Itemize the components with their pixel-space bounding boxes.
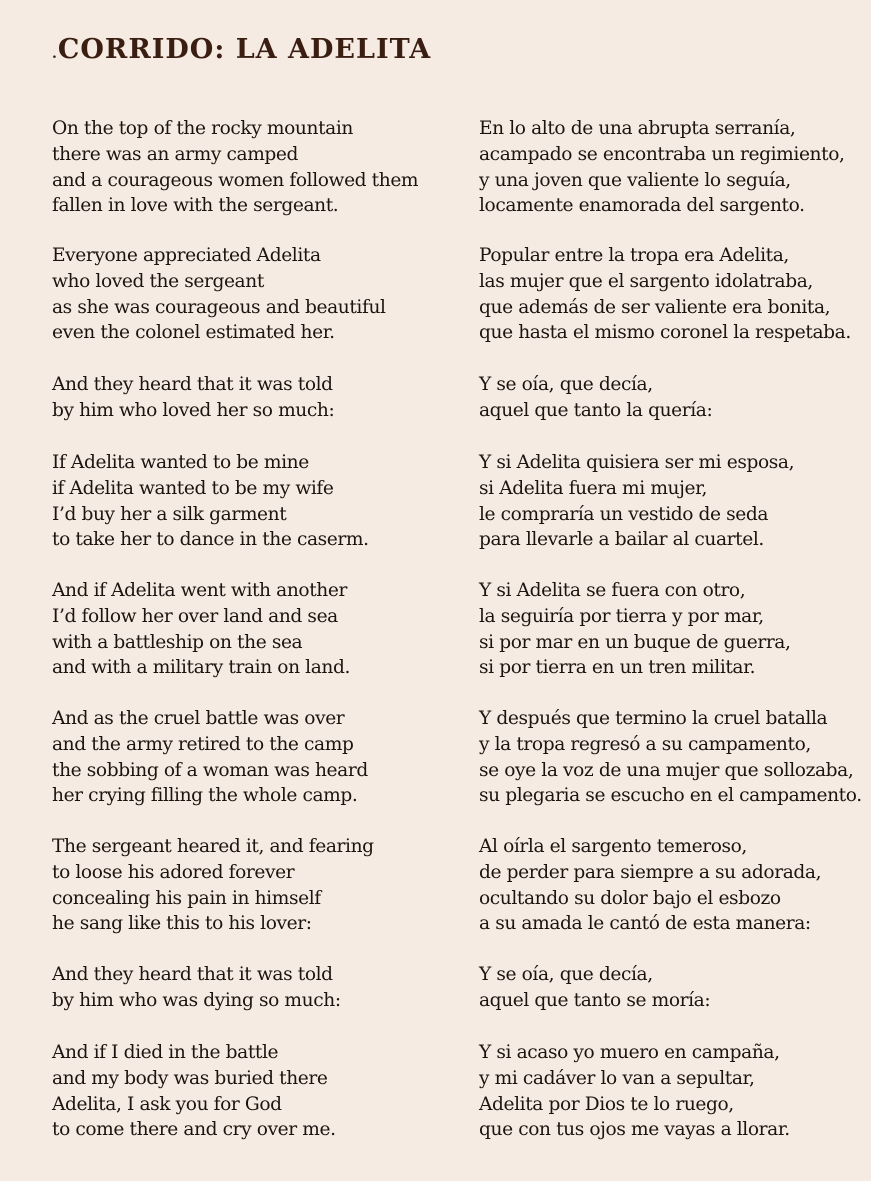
english-line: her crying filling the whole camp.: [52, 785, 358, 807]
spanish-line: que además de ser valiente era bonita,: [479, 296, 831, 318]
title-prefix: .: [52, 46, 58, 62]
spanish-stanza: [479, 450, 859, 553]
spanish-line: Y se oía, que decía,: [479, 964, 653, 985]
spanish-line: Al oírla el sargento temeroso,: [479, 836, 747, 857]
spanish-line: locamente enamorada del sargento.: [479, 195, 805, 217]
english-line: to come there and cry over me.: [52, 1119, 336, 1141]
english-line: fallen in love with the sergeant.: [52, 195, 339, 217]
english-stanza: [52, 834, 462, 937]
english-line: concealing his pain in himself: [52, 887, 321, 909]
spanish-stanza: [479, 962, 859, 1014]
english-stanza: [52, 962, 462, 1014]
english-line: And as the cruel battle was over: [52, 708, 345, 729]
spanish-line: ocultando su dolor bajo el esbozo: [479, 887, 781, 909]
english-line: The sergeant heared it, and fearing: [52, 836, 374, 857]
page-title: [52, 34, 431, 70]
english-line: and a courageous women followed them: [52, 169, 419, 191]
spanish-line: Y si acaso yo muero en campaña,: [479, 1042, 780, 1063]
spanish-line: aquel que tanto la quería:: [479, 399, 713, 421]
spanish-line: su plegaria se escucho en el campamento.: [479, 785, 862, 807]
spanish-line: si Adelita fuera mi mujer,: [479, 477, 708, 499]
spanish-line: si por tierra en un tren militar.: [479, 657, 756, 679]
spanish-line: la seguiría por tierra y por mar,: [479, 605, 764, 627]
spanish-line: aquel que tanto se moría:: [479, 989, 711, 1011]
english-line: I’d follow her over land and sea: [52, 605, 338, 627]
spanish-line: a su amada le cantó de esta manera:: [479, 913, 811, 935]
spanish-line: Y si Adelita se fuera con otro,: [479, 580, 746, 601]
english-stanza: [52, 372, 462, 424]
spanish-line: que hasta el mismo coronel la respetaba.: [479, 322, 851, 344]
english-line: the sobbing of a woman was heard: [52, 759, 368, 781]
english-line: and the army retired to the camp: [52, 733, 354, 755]
english-line: who loved the sergeant: [52, 270, 264, 292]
spanish-line: de perder para siempre a su adorada,: [479, 861, 822, 883]
english-line: Adelita, I ask you for God: [52, 1093, 282, 1115]
english-line: And they heard that it was told: [52, 964, 333, 985]
english-line: On the top of the rocky mountain: [52, 118, 353, 139]
spanish-stanza: [479, 372, 859, 424]
english-line: I’d buy her a silk garment: [52, 503, 287, 525]
spanish-line: En lo alto de una abrupta serranía,: [479, 118, 796, 139]
spanish-line: le compraría un vestido de seda: [479, 503, 769, 525]
english-stanza: [52, 243, 462, 346]
spanish-stanza: [479, 706, 862, 809]
english-line: and with a military train on land.: [52, 657, 350, 679]
english-line: to loose his adored forever: [52, 861, 295, 883]
english-line: he sang like this to his lover:: [52, 913, 312, 935]
spanish-line: Y si Adelita quisiera ser mi esposa,: [479, 452, 795, 473]
english-line: if Adelita wanted to be my wife: [52, 477, 334, 499]
english-line: If Adelita wanted to be mine: [52, 452, 309, 473]
spanish-stanza: [479, 116, 859, 219]
spanish-stanza: [479, 578, 859, 681]
spanish-line: Y se oía, que decía,: [479, 374, 653, 395]
spanish-line: Y después que termino la cruel batalla: [479, 708, 828, 729]
spanish-line: acampado se encontraba un regimiento,: [479, 143, 845, 165]
english-line: to take her to dance in the caserm.: [52, 529, 369, 551]
spanish-line: que con tus ojos me vayas a llorar.: [479, 1119, 790, 1141]
english-line: by him who was dying so much:: [52, 989, 341, 1011]
english-line: Everyone appreciated Adelita: [52, 245, 321, 266]
spanish-line: si por mar en un buque de guerra,: [479, 631, 791, 653]
spanish-line: y una joven que valiente lo seguía,: [479, 169, 791, 191]
english-line: And if I died in the battle: [52, 1042, 279, 1063]
english-line: with a battleship on the sea: [52, 631, 303, 653]
english-line: by him who loved her so much:: [52, 399, 335, 421]
english-line: and my body was buried there: [52, 1067, 328, 1089]
english-line: even the colonel estimated her.: [52, 322, 335, 344]
spanish-stanza: [479, 834, 859, 937]
spanish-line: se oye la voz de una mujer que sollozaba,: [479, 759, 854, 781]
spanish-line: y mi cadáver lo van a sepultar,: [479, 1067, 755, 1089]
english-line: And they heard that it was told: [52, 374, 333, 395]
english-stanza: [52, 450, 462, 553]
english-line: And if Adelita went with another: [52, 580, 347, 601]
spanish-stanza: [479, 1040, 859, 1143]
english-stanza: [52, 116, 462, 219]
english-line: there was an army camped: [52, 143, 299, 165]
english-line: as she was courageous and beautiful: [52, 296, 386, 318]
english-stanza: [52, 1040, 462, 1143]
spanish-line: y la tropa regresó a su campamento,: [479, 733, 811, 755]
spanish-line: Adelita por Dios te lo ruego,: [479, 1093, 734, 1115]
spanish-stanza: [479, 243, 859, 346]
english-stanza: [52, 706, 462, 809]
spanish-line: Popular entre la tropa era Adelita,: [479, 245, 789, 266]
title-text: CORRIDO: LA ADELITA: [57, 34, 432, 65]
spanish-line: las mujer que el sargento idolatraba,: [479, 270, 813, 292]
english-stanza: [52, 578, 462, 681]
spanish-line: para llevarle a bailar al cuartel.: [479, 529, 764, 551]
